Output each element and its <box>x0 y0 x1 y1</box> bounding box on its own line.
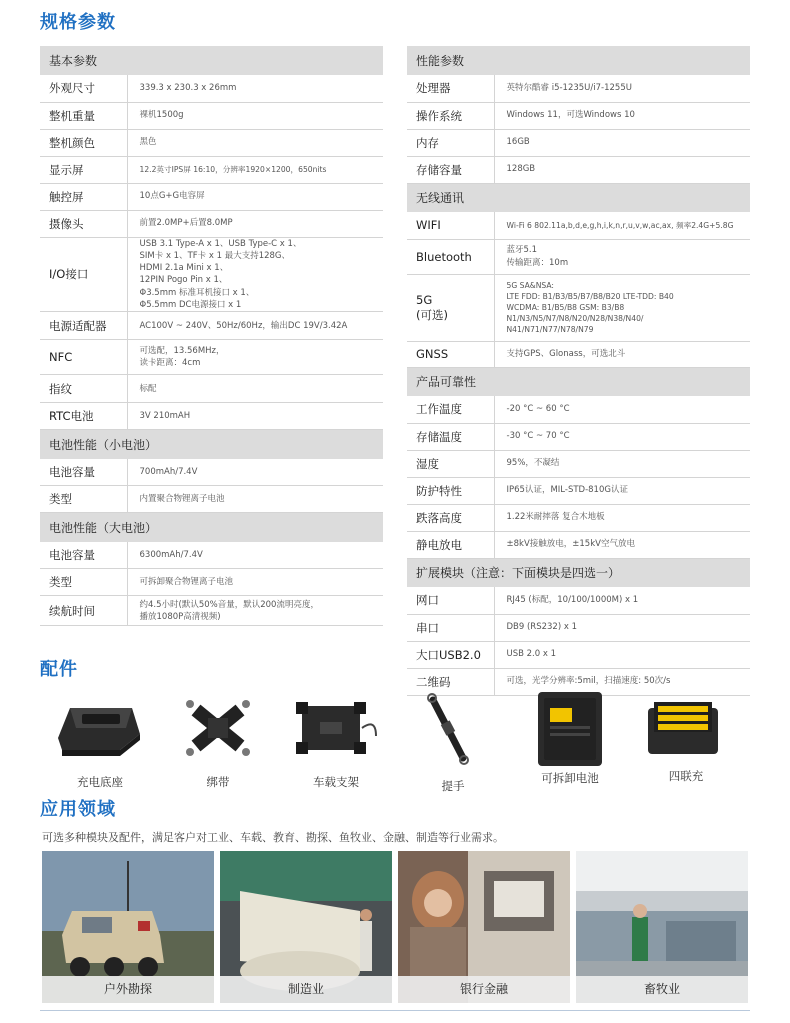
spec-value <box>127 375 383 403</box>
spec-key: 电源适配器 <box>40 312 127 340</box>
accessory-battery <box>510 688 630 798</box>
spec-value <box>494 274 750 341</box>
spec-value-line: 可选，光学分辨率:5mil，扫描速度: 50次/s <box>506 676 671 687</box>
spec-section-header <box>407 367 750 396</box>
spec-row <box>407 614 750 641</box>
section-header-label: 性能参数 <box>407 46 750 75</box>
vehicle-mount-icon <box>276 688 396 768</box>
spec-row <box>40 129 383 156</box>
accessory-label: 充电底座 <box>77 775 123 789</box>
spec-value <box>127 340 383 375</box>
spec-value-line: 黑色 <box>139 137 157 148</box>
spec-key: 湿度 <box>407 450 494 477</box>
spec-value-line: 12.2英寸IPS屏 16:10，分辨率1920×1200，650nits <box>139 165 327 174</box>
spec-value-line: HDMI 2.1a Mini x 1、 <box>139 263 229 274</box>
accessories-row <box>40 688 750 798</box>
spec-value-line: SIM卡 x 1、TF卡 x 1 最大支持128G、 <box>139 250 291 261</box>
accessory-label: 车载支架 <box>313 775 359 789</box>
spec-value <box>127 183 383 210</box>
spec-row <box>40 237 383 312</box>
spec-key: 网口 <box>407 587 494 614</box>
spec-value-line: 蓝牙5.1 <box>506 245 538 256</box>
spec-value <box>127 75 383 102</box>
accessory-hand-strap <box>158 688 278 798</box>
spec-section-header <box>40 46 383 75</box>
accessory-label: 四联充 <box>668 769 704 783</box>
spec-value-line: 读卡距离：4cm <box>139 358 201 369</box>
app-caption: 户外勘探 <box>42 976 214 1003</box>
section-header-label: 基本参数 <box>40 46 383 75</box>
spec-value <box>127 129 383 156</box>
spec-row <box>40 183 383 210</box>
spec-value-line: 前置2.0MP+后置8.0MP <box>139 218 233 229</box>
spec-key: 触控屏 <box>40 183 127 210</box>
spec-value-line: Φ5.5mm DC电源接口 x 1 <box>139 300 242 311</box>
spec-value-line: Φ3.5mm 标准耳机接口 x 1、 <box>139 287 255 298</box>
spec-value-line: 播放1080P高清视频) <box>139 611 221 622</box>
spec-row <box>407 641 750 668</box>
spec-value-line: 支持GPS、Glonass，可选北斗 <box>506 348 626 359</box>
spec-value <box>127 596 383 626</box>
accessory-handle-strap <box>393 688 513 798</box>
spec-value-line: 700mAh/7.4V <box>139 466 198 477</box>
app-livestock <box>576 851 748 1003</box>
spec-value <box>127 237 383 312</box>
accessory-vehicle-mount <box>276 688 396 798</box>
spec-value-line: -30 °C ~ 70 °C <box>506 431 570 442</box>
spec-value <box>494 239 750 274</box>
performance-spec-table <box>407 46 750 696</box>
spec-row <box>40 340 383 375</box>
spec-value-line: 裸机1500g <box>139 110 184 121</box>
spec-row <box>407 477 750 504</box>
spec-value-line: WCDMA: B1/B5/B8 GSM: B3/B8 <box>506 303 625 312</box>
accessory-quad-charger <box>626 688 746 798</box>
spec-key: 串口 <box>407 614 494 641</box>
spec-row <box>407 239 750 274</box>
spec-value-line: -20 °C ~ 60 °C <box>506 404 570 415</box>
spec-value-line: 16GB <box>506 137 530 148</box>
section-header-label: 无线通讯 <box>407 183 750 212</box>
spec-key: 存储温度 <box>407 423 494 450</box>
spec-value <box>127 156 383 183</box>
applications-description: 可选多种模块及配件，满足客户对工业、车载、教育、勘探、鱼牧业、金融、制造等行业需求。 <box>42 831 504 844</box>
section-header-label: 电池性能（小电池） <box>40 430 383 459</box>
charging-dock-icon <box>40 688 160 768</box>
spec-section-header <box>407 558 750 587</box>
spec-value-line: 339.3 x 230.3 x 26mm <box>139 83 237 94</box>
spec-key: 整机颜色 <box>40 129 127 156</box>
spec-value-line: RJ45 (标配，10/100/1000M) x 1 <box>506 595 639 606</box>
spec-value-line: N41/N71/N77/N78/N79 <box>506 325 594 334</box>
spec-value <box>494 341 750 367</box>
spec-value-line: 3V 210mAH <box>139 411 191 422</box>
spec-value <box>494 129 750 156</box>
spec-section-header <box>407 46 750 75</box>
spec-row <box>40 486 383 513</box>
spec-key: 续航时间 <box>40 596 127 626</box>
spec-row <box>40 569 383 596</box>
spec-key: 指纹 <box>40 375 127 403</box>
spec-value-line: 128GB <box>506 164 536 175</box>
spec-value <box>494 396 750 423</box>
spec-value <box>494 531 750 558</box>
spec-row <box>40 596 383 626</box>
app-banking <box>398 851 570 1003</box>
spec-value <box>127 459 383 486</box>
spec-row <box>407 156 750 183</box>
spec-value-line: 1.22米耐摔落 复合木地板 <box>506 512 605 523</box>
section-header-label: 电池性能（大电池） <box>40 513 383 542</box>
battery-icon <box>510 688 630 768</box>
app-caption: 畜牧业 <box>576 976 748 1003</box>
spec-value <box>127 542 383 569</box>
spec-row <box>407 423 750 450</box>
spec-value <box>494 504 750 531</box>
spec-value-line: 内置聚合物锂离子电池 <box>139 494 225 505</box>
spec-value <box>127 210 383 237</box>
spec-row <box>407 129 750 156</box>
app-caption: 银行金融 <box>398 976 570 1003</box>
spec-row <box>40 403 383 430</box>
spec-value-line: 6300mAh/7.4V <box>139 549 203 560</box>
spec-key: I/O接口 <box>40 237 127 312</box>
spec-key: 摄像头 <box>40 210 127 237</box>
spec-key: 工作温度 <box>407 396 494 423</box>
spec-key: WIFI <box>407 212 494 239</box>
spec-key: Bluetooth <box>407 239 494 274</box>
spec-key: 存储容量 <box>407 156 494 183</box>
spec-value-line: AC100V ~ 240V、50Hz/60Hz，输出DC 19V/3.42A <box>139 320 348 331</box>
accessory-label: 可拆卸电池 <box>541 771 599 785</box>
spec-key: 显示屏 <box>40 156 127 183</box>
spec-value <box>494 212 750 239</box>
spec-value <box>494 587 750 614</box>
spec-value-line: USB 3.1 Type-A x 1、USB Type-C x 1、 <box>139 238 302 249</box>
spec-row <box>40 542 383 569</box>
spec-row <box>40 459 383 486</box>
spec-key: RTC电池 <box>40 403 127 430</box>
spec-key: 内存 <box>407 129 494 156</box>
spec-row <box>40 375 383 403</box>
spec-key: 整机重量 <box>40 102 127 129</box>
spec-key: 5G (可选) <box>407 274 494 341</box>
spec-value <box>127 312 383 340</box>
spec-row <box>407 450 750 477</box>
spec-value-line: 英特尔酷睿 i5-1235U/i7-1255U <box>506 83 632 94</box>
spec-value <box>494 156 750 183</box>
spec-section-header <box>40 513 383 542</box>
spec-value <box>127 486 383 513</box>
spec-value-line: 可拆卸聚合物锂离子电池 <box>139 577 234 588</box>
spec-section-header <box>40 430 383 459</box>
spec-value-line: N1/N3/N5/N7/N8/N20/N28/N38/N40/ <box>506 314 644 323</box>
spec-key: 处理器 <box>407 75 494 102</box>
handle-strap-icon <box>393 688 513 768</box>
spec-value <box>494 614 750 641</box>
app-caption: 制造业 <box>220 976 392 1003</box>
quad-charger-icon <box>626 688 746 768</box>
spec-key: 大口USB2.0 <box>407 641 494 668</box>
spec-section-header <box>407 183 750 212</box>
spec-value-line: ±8kV接触放电，±15kV空气放电 <box>506 539 635 550</box>
app-outdoor-exploration <box>42 851 214 1003</box>
spec-key: 静电放电 <box>407 531 494 558</box>
spec-row <box>40 75 383 102</box>
spec-row <box>407 341 750 367</box>
spec-value <box>494 102 750 129</box>
spec-value-line: LTE FDD: B1/B3/B5/B7/B8/B20 LTE-TDD: B40 <box>506 292 674 301</box>
spec-value-line: 标配 <box>139 383 157 394</box>
section-header-label: 产品可靠性 <box>407 367 750 396</box>
spec-value-line: 95%，不凝结 <box>506 458 560 469</box>
spec-value-line: USB 2.0 x 1 <box>506 649 557 660</box>
spec-key: GNSS <box>407 341 494 367</box>
spec-row <box>40 210 383 237</box>
spec-value <box>494 641 750 668</box>
spec-value-line: 12PIN Pogo Pin x 1、 <box>139 275 228 286</box>
spec-value-line: 约4.5小时(默认50%音量，默认200流明亮度， <box>139 599 319 610</box>
spec-key: 类型 <box>40 569 127 596</box>
spec-row <box>407 102 750 129</box>
applications-title: 应用领域 <box>40 799 116 820</box>
spec-row <box>407 75 750 102</box>
spec-value-line: Windows 11，可选Windows 10 <box>506 110 635 121</box>
spec-row <box>407 274 750 341</box>
spec-value-line: 可选配，13.56MHz， <box>139 346 225 357</box>
spec-value <box>127 102 383 129</box>
spec-key: NFC <box>40 340 127 375</box>
spec-value-line: DB9 (RS232) x 1 <box>506 622 577 633</box>
spec-key: 外观尺寸 <box>40 75 127 102</box>
accessories-title: 配件 <box>40 659 78 680</box>
spec-value <box>127 569 383 596</box>
spec-value <box>494 423 750 450</box>
spec-row <box>407 504 750 531</box>
spec-value <box>494 450 750 477</box>
spec-row <box>40 102 383 129</box>
spec-value-line: 10点G+G电容屏 <box>139 191 205 202</box>
section-header-label: 扩展模块（注意：下面模块是四选一） <box>407 558 750 587</box>
spec-row <box>407 212 750 239</box>
spec-key: 跌落高度 <box>407 504 494 531</box>
app-manufacturing <box>220 851 392 1003</box>
spec-value-line: 传输距离：10m <box>506 257 569 268</box>
spec-value-line: 5G SA&NSA: <box>506 281 554 290</box>
spec-key: 防护特性 <box>407 477 494 504</box>
spec-value-line: IP65认证，MIL-STD-810G认证 <box>506 485 628 496</box>
spec-row <box>407 531 750 558</box>
accessory-label: 提手 <box>441 779 465 793</box>
spec-value <box>127 403 383 430</box>
spec-value <box>494 75 750 102</box>
accessory-label: 绑带 <box>206 775 230 789</box>
spec-row <box>40 156 383 183</box>
spec-value-line: Wi-Fi 6 802.11a,b,d,e,g,h,i,k,n,r,u,v,w,ac,ax, 频率2.4G+5.8G <box>506 220 734 230</box>
hand-strap-icon <box>158 688 278 768</box>
spec-key: 二维码 <box>407 668 494 695</box>
basic-spec-table <box>40 46 383 626</box>
spec-row <box>40 312 383 340</box>
spec-key: 电池容量 <box>40 542 127 569</box>
accessory-charging-dock <box>40 688 160 798</box>
spec-row <box>407 587 750 614</box>
spec-key: 类型 <box>40 486 127 513</box>
spec-key: 电池容量 <box>40 459 127 486</box>
spec-value <box>494 477 750 504</box>
spec-row <box>407 396 750 423</box>
bottom-divider <box>40 1010 750 1011</box>
specs-title: 规格参数 <box>40 12 116 33</box>
spec-key: 操作系统 <box>407 102 494 129</box>
